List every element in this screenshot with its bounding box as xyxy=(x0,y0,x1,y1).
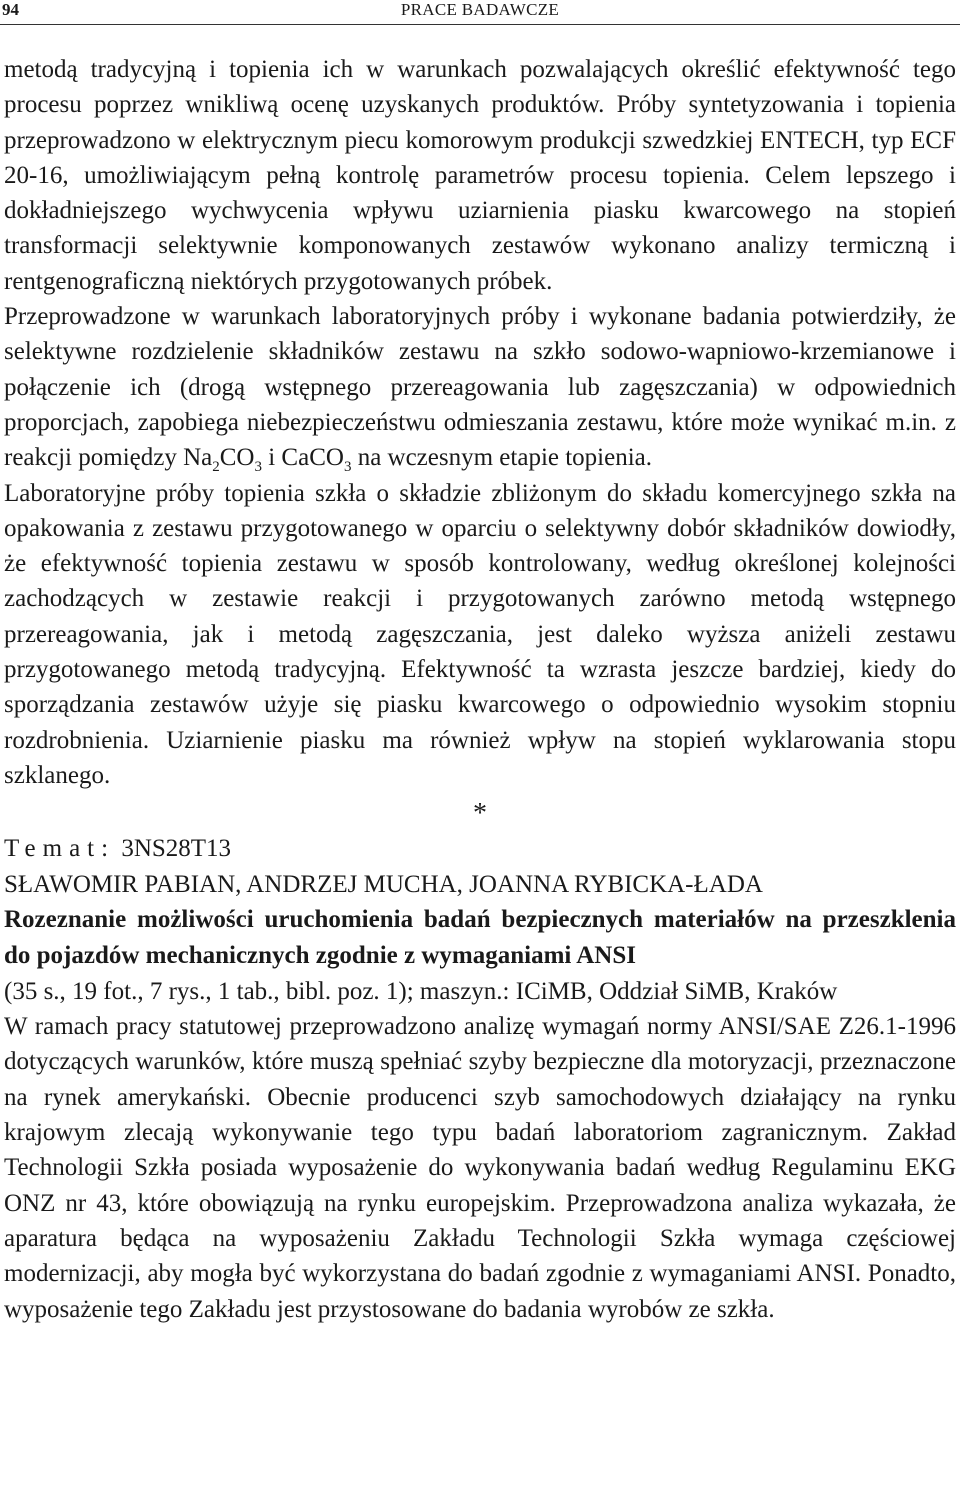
body-text xyxy=(4,52,956,1327)
topic-line xyxy=(4,831,956,866)
page-header xyxy=(0,0,960,25)
authors: SŁAWOMIR PABIAN, ANDRZEJ MUCHA, JOANNA RYBICKA-ŁADA xyxy=(4,870,763,898)
report-title: Rozeznanie możliwości uruchomienia badań bezpiecznych materiałów na przeszklenia do pojazdów mechanicznych zgodnie z wymaganiami ANSI xyxy=(4,905,956,969)
paragraph-2-text-start: Przeprowadzone w warunkach laboratoryjnych próby i wykonane badania potwierdziły, że selektywne rozdzielenie składników zestawu na szkło sodowo-wapniowo-krzemianowe i połączenie ich (drogą wstępnego przereagowania lub zagęszczania) w odpowiednich proporcjach, zapobiega niebezpieczeństwu odmieszania zestawu, które może wynikać m.in. z reakcji pomiędzy Na xyxy=(4,303,956,472)
paragraph-2 xyxy=(4,299,956,475)
report-abstract: W ramach pracy statutowej przeprowadzono analizę wymagań normy ANSI/SAE Z26.1-1996 dotyczących warunków, które muszą spełniać szyby bezpieczne dla motoryzacji, przeznaczone na rynek amerykański. Obecnie producenci szyb samochodowych działający na rynku krajowym zlecają wykonywanie tego typu badań laboratoriom zagranicznym. Zakład Technologii Szkła posiada wyposażenie do wykonywania badań według Regulaminu EKG ONZ nr 43, które obowiązują na rynku europejskim. Przeprowadzona analiza wykazała, że aparatura będąca na wyposażeniu Zakładu Technologii Szkła wymaga częściowej modernizacji, aby mogła być wykorzystana do badań zgodnie z wymaganiami ANSI. Ponadto, wyposażenie tego Zakładu jest przystosowane do badania wyrobów ze szkła. xyxy=(4,1013,956,1323)
section-separator: * xyxy=(473,798,487,830)
subscript-co-3: 3 xyxy=(254,459,262,476)
paragraph-3: Laboratoryjne próby topienia szkła o składzie zbliżonym do składu komercyjnego szkła na opakowania z zestawu przygotowanego w oparciu o selektywny dobór składników dowiodły, że efektywność topienia zestawu w sposób kontrolowany, według określonej kolejności zachodzących w zestawie reakcji i przygotowanych zarówno metodą wstępnego przereagowania, jak i metodą zagęszczania, jest daleko wyższa aniżeli zestawu przygotowanego metodą tradycyjną. Efektywność ta wzrasta jeszcze bardziej, kiedy do sporządzania zestawów użyje się piasku kwarcowego o odpowiednio wysokim stopniu rozdrobnienia. Uziarnienie piasku ma również wpływ na stopień wyklarowania stopu szklanego. xyxy=(4,479,956,789)
page-number: 94 xyxy=(2,0,19,19)
topic-code: 3NS28T13 xyxy=(115,835,232,863)
paragraph-1: metodą tradycyjną i topienia ich w warunkach pozwalających określić efektywność tego procesu poprzez wnikliwą ocenę uzyskanych produktów. Próby syntetyzowania i topienia przeprowadzono w elektrycznym piecu komorowym produkcji szwedzkiej ENTECH, typ ECF 20-16, umożliwiającym pełną kontrolę parametrów procesu topienia. Celem lepszego i dokładniejszego wychwycenia wpływu uziarnienia piasku kwarcowego na stopień transformacji selektywnie komponowanych zestawów wykonano analizy termiczną i rentgenograficzną niektórych przygotowanych próbek. xyxy=(4,56,956,295)
subscript-na-2: 2 xyxy=(212,459,220,476)
subscript-caco-3: 3 xyxy=(343,459,352,476)
topic-label: Temat: xyxy=(4,835,116,863)
running-head: PRACE BADAWCZE xyxy=(400,0,560,19)
report-meta: (35 s., 19 fot., 7 rys., 1 tab., bibl. poz. 1); maszyn.: ICiMB, Oddział SiMB, Kraków xyxy=(4,977,838,1005)
formula-caco: i CaCO xyxy=(261,444,344,472)
formula-co: CO xyxy=(219,444,255,472)
paragraph-2-text-end: na wczesnym etapie topienia. xyxy=(351,444,653,472)
